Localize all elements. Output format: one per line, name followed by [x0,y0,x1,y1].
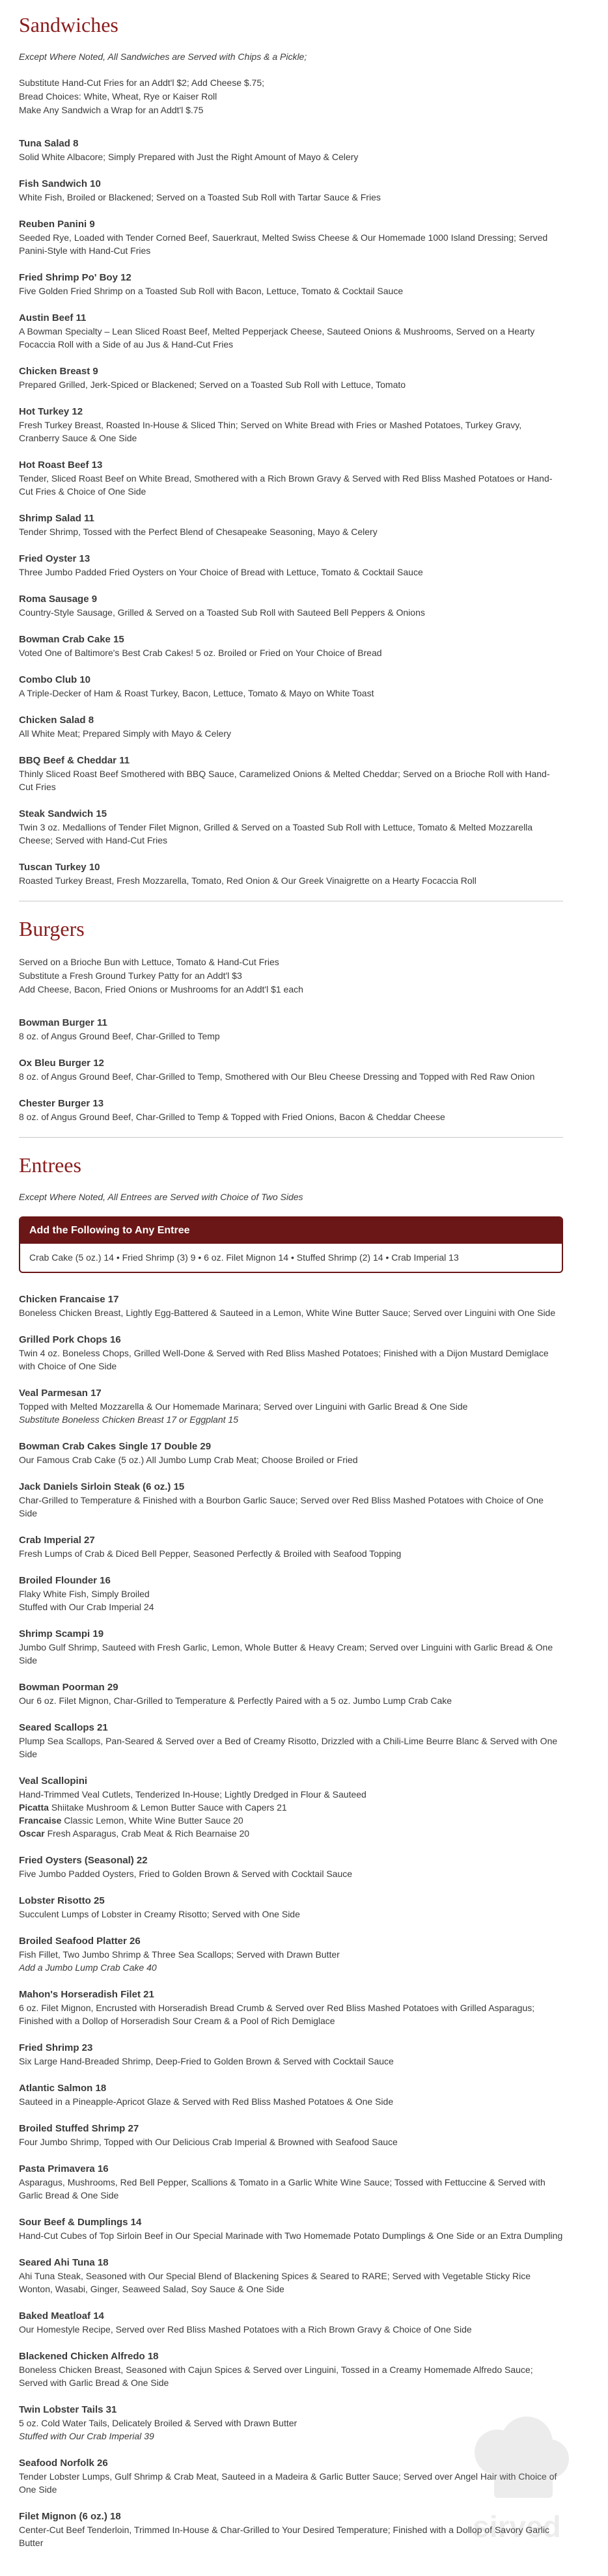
item-name: Austin Beef 11 [19,312,87,323]
menu-item [19,137,563,163]
item-description: Roasted Turkey Breast, Fresh Mozzarella, Tomato, Red Onion & Our Greek Vinaigrette on a Hearty Focaccia Roll [19,875,477,886]
intro-line: Served on a Brioche Bun with Lettuce, Tomato & Hand-Cut Fries [19,957,279,967]
item-description: Our Famous Crab Cake (5 oz.) All Jumbo Lump Crab Meat; Choose Broiled or Fried [19,1455,358,1465]
item-description: Boneless Chicken Breast, Seasoned with Cajun Spices & Served over Linguini, Tossed in a Creamy Homemade Alfredo Sauce; Served with Garlic Bread & One Side [19,2364,533,2388]
item-description: Plump Sea Scallops, Pan-Seared & Served over a Bed of Creamy Risotto, Drizzled with a Chili-Lime Beurre Blanc & Served with One Side [19,1736,558,1759]
item-name: Reuben Panini 9 [19,219,95,230]
item-description: 6 oz. Filet Mignon, Encrusted with Horseradish Bread Crumb & Served over Red Bliss Mashed Potatoes with Grilled Asparagus; Finished with a Dollop of Horseradish Sour Cream & a Pool of Rich Demiglace [19,2003,535,2026]
item-description: Our 6 oz. Filet Mignon, Char-Grilled to Temperature & Perfectly Paired with a 5 oz. Jumbo Lump Crab Cake [19,1695,452,1706]
menu-item [19,2081,563,2108]
item-description: Twin 3 oz. Medallions of Tender Filet Mignon, Grilled & Served on a Toasted Sub Roll with Lettuce, Tomato & Melted Mozzarella Cheese; Served with Hand-Cut Fries [19,822,533,845]
item-extra: Add a Jumbo Lump Crab Cake 40 [19,1962,157,1973]
variant-label: Picatta [19,1802,49,1813]
item-name: Combo Club 10 [19,674,91,685]
item-description: Flaky White Fish, Simply Broiled [19,1589,150,1599]
item-description: Jumbo Gulf Shrimp, Sauteed with Fresh Garlic, Lemon, Whole Butter & Heavy Cream; Served over Linguini with Garlic Bread & One Side [19,1642,553,1665]
item-description: Five Jumbo Padded Oysters, Fried to Golden Brown & Served with Cocktail Sauce [19,1869,353,1879]
menu-item [19,2309,563,2336]
menu-item [19,1386,563,1426]
item-variant [19,1801,563,1814]
menu-item [19,2350,563,2389]
item-description: Our Homestyle Recipe, Served over Red Bliss Mashed Potatoes with a Rich Brown Gravy & Choice of One Side [19,2324,472,2335]
burgers-intro [19,955,563,996]
menu-item [19,405,563,445]
item-name: Lobster Risotto 25 [19,1895,105,1906]
menu-item [19,2162,563,2202]
item-name: Chicken Breast 9 [19,366,98,377]
menu-item [19,2215,563,2242]
item-name: Roma Sausage 9 [19,594,98,605]
item-description: A Bowman Specialty – Lean Sliced Roast Beef, Melted Pepperjack Cheese, Sauteed Onions & Mushrooms, Served on a Hearty Focaccia Roll with a Side of au Jus & Hand-Cut Fries [19,326,535,349]
item-description: 5 oz. Cold Water Tails, Delicately Broiled & Served with Drawn Butter [19,2418,297,2428]
item-name: Fish Sandwich 10 [19,178,101,189]
item-name: Seared Ahi Tuna 18 [19,2257,109,2268]
item-name: BBQ Beef & Cheddar 11 [19,755,130,766]
menu-item [19,1016,563,1043]
item-description: All White Meat; Prepared Simply with Mayo & Celery [19,728,231,739]
item-name: Seared Scallops 21 [19,1722,108,1733]
item-name: Bowman Crab Cake 15 [19,634,124,645]
item-name: Hot Turkey 12 [19,406,83,417]
menu-item [19,2256,563,2295]
entrees-note: Except Where Noted, All Entrees are Served with Choice of Two Sides [19,1192,303,1202]
item-description: White Fish, Broiled or Blackened; Served on a Toasted Sub Roll with Tartar Sauce & Fries [19,192,381,202]
item-name: Fried Oyster 13 [19,553,90,564]
item-description: Tender Shrimp, Tossed with the Perfect Blend of Chesapeake Seasoning, Mayo & Celery [19,527,378,537]
item-name: Baked Meatloaf 14 [19,2310,104,2322]
item-name: Shrimp Scampi 19 [19,1628,104,1639]
sandwiches-note: Except Where Noted, All Sandwiches are Served with Chips & a Pickle; [19,51,307,62]
sandwiches-section [19,13,563,887]
item-name: Pasta Primavera 16 [19,2163,109,2174]
item-name: Mahon's Horseradish Filet 21 [19,1989,154,2000]
menu-item [19,311,563,351]
entrees-section [19,1153,563,2549]
item-name: Chicken Francaise 17 [19,1294,119,1305]
item-name: Tuscan Turkey 10 [19,862,100,873]
menu-item [19,1440,563,1466]
menu-item [19,512,563,538]
menu-item [19,1097,563,1123]
item-description: Sauteed in a Pineapple-Apricot Glaze & Served with Red Bliss Mashed Potatoes & One Side [19,2096,394,2107]
item-description: 8 oz. of Angus Ground Beef, Char-Grilled to Temp & Topped with Fried Onions, Bacon & Cheddar Cheese [19,1112,445,1122]
menu-item [19,1774,563,1840]
item-description: Boneless Chicken Breast, Lightly Egg-Battered & Sauteed in a Lemon, White Wine Butter Sauce; Served over Linguini with One Side [19,1308,556,1318]
menu-item [19,364,563,391]
intro-line: Substitute Hand-Cut Fries for an Addt'l $2; Add Cheese $.75; [19,77,265,88]
menu-item [19,458,563,498]
item-name: Twin Lobster Tails 31 [19,2404,117,2415]
item-description: Country-Style Sausage, Grilled & Served on a Toasted Sub Roll with Sauteed Bell Peppers & Onions [19,607,425,618]
section-divider [19,1137,563,1138]
item-description: Five Golden Fried Shrimp on a Toasted Sub Roll with Bacon, Lettuce, Tomato & Cocktail Sauce [19,286,404,296]
menu-item [19,633,563,659]
item-name: Jack Daniels Sirloin Steak (6 oz.) 15 [19,1481,185,1492]
burgers-section [19,917,563,1123]
intro-line: Add Cheese, Bacon, Fried Onions or Mushrooms for an Addt'l $1 each [19,984,303,994]
addon-heading: Add the Following to Any Entree [20,1218,562,1244]
item-description: Fresh Turkey Breast, Roasted In-House & Sliced Thin; Served on White Bread with Fries or Mashed Potatoes, Turkey Gravy, Cranberry Sauce & One Side [19,420,522,443]
menu-item [19,1854,563,1880]
menu-item [19,1627,563,1667]
item-description: Topped with Melted Mozzarella & Our Homemade Marinara; Served over Linguini with Garlic Bread & One Side [19,1401,468,1412]
menu-item [19,1894,563,1921]
menu-item [19,1721,563,1761]
menu-item [19,673,563,700]
menu-item [19,807,563,847]
item-name: Fried Shrimp Po' Boy 12 [19,272,131,283]
item-description: Hand-Cut Cubes of Top Sirloin Beef in Our Special Marinade with Two Homemade Potato Dumplings & One Side or an Extra Dumpling [19,2230,563,2241]
menu-item [19,1680,563,1707]
menu-item [19,1293,563,1319]
item-name: Tuna Salad 8 [19,138,79,149]
item-description: Four Jumbo Shrimp, Topped with Our Delicious Crab Imperial & Browned with Seafood Sauce [19,2137,398,2147]
item-name: Filet Mignon (6 oz.) 18 [19,2511,121,2522]
item-name: Crab Imperial 27 [19,1535,95,1546]
menu-item [19,1056,563,1083]
item-name: Steak Sandwich 15 [19,808,107,819]
item-description: 8 oz. of Angus Ground Beef, Char-Grilled to Temp [19,1031,220,1041]
menu-item [19,1333,563,1373]
item-description: Succulent Lumps of Lobster in Creamy Risotto; Served with One Side [19,1909,300,1919]
variant-label: Francaise [19,1815,62,1826]
item-extra: Substitute Boneless Chicken Breast 17 or Eggplant 15 [19,1414,238,1425]
menu-item [19,713,563,740]
addon-box [19,1216,563,1273]
menu-item [19,2122,563,2148]
intro-line: Make Any Sandwich a Wrap for an Addt'l $.75 [19,105,204,115]
watermark-text: sirved [473,2510,561,2543]
item-name: Grilled Pork Chops 16 [19,1334,121,1345]
item-description: Asparagus, Mushrooms, Red Bell Pepper, Scallions & Tomato in a Garlic White Wine Sauce; Tossed with Fettuccine & Served with Garlic Bread & One Side [19,2177,546,2200]
item-name: Bowman Poorman 29 [19,1682,118,1693]
item-description: Seeded Rye, Loaded with Tender Corned Beef, Sauerkraut, Melted Swiss Cheese & Our Homemade 1000 Island Dressing; Served Panini-Style with Hand-Cut Fries [19,232,548,256]
item-name: Sour Beef & Dumplings 14 [19,2217,142,2228]
item-name: Chicken Salad 8 [19,715,94,726]
item-variant [19,1827,563,1840]
item-description: Three Jumbo Padded Fried Oysters on Your Choice of Bread with Lettuce, Tomato & Cocktail Sauce [19,567,423,577]
burgers-title: Burgers [19,917,85,940]
item-description: Prepared Grilled, Jerk-Spiced or Blackened; Served on a Toasted Sub Roll with Lettuce, Tomato [19,379,406,390]
item-name: Veal Scallopini [19,1775,88,1787]
menu-item [19,1533,563,1560]
menu-item [19,217,563,257]
item-name: Broiled Stuffed Shrimp 27 [19,2123,139,2134]
item-name: Broiled Flounder 16 [19,1575,111,1586]
item-name: Shrimp Salad 11 [19,513,94,524]
menu-item [19,1480,563,1520]
item-description: Stuffed with Our Crab Imperial 24 [19,1602,154,1612]
item-name: Fried Oysters (Seasonal) 22 [19,1855,148,1866]
item-name: Hot Roast Beef 13 [19,459,103,471]
menu-item [19,754,563,793]
item-description: Hand-Trimmed Veal Cutlets, Tenderized In-House; Lightly Dredged in Flour & Sauteed [19,1789,366,1800]
item-name: Broiled Seafood Platter 26 [19,1936,141,1947]
addon-text: Crab Cake (5 oz.) 14 • Fried Shrimp (3) 9 • 6 oz. Filet Mignon 14 • Stuffed Shrimp (2) 14 • Crab Imperial 13 [29,1252,459,1263]
sandwiches-intro [19,76,563,117]
item-name: Bowman Crab Cakes Single 17 Double 29 [19,1441,212,1452]
menu-item [19,2041,563,2068]
item-name: Chester Burger 13 [19,1098,104,1109]
item-name: Ox Bleu Burger 12 [19,1058,104,1069]
item-name: Atlantic Salmon 18 [19,2083,107,2094]
chef-hat-icon [452,2413,582,2550]
entrees-title: Entrees [19,1153,81,1177]
variant-text: Classic Lemon, White Wine Butter Sauce 20 [64,1815,243,1826]
item-description: Char-Grilled to Temperature & Finished with a Bourbon Garlic Sauce; Served over Red Bliss Mashed Potatoes with Choice of One Side [19,1495,544,1518]
menu-item [19,1934,563,1974]
intro-line: Bread Choices: White, Wheat, Rye or Kaiser Roll [19,91,217,102]
intro-line: Substitute a Fresh Ground Turkey Patty for an Addt'l $3 [19,970,242,981]
sandwich-list [19,137,563,887]
entree-list [19,1293,563,2549]
menu-item [19,592,563,619]
item-description: Tender, Sliced Roast Beef on White Bread, Smothered with a Rich Brown Gravy & Served with Red Bliss Mashed Potatoes or Hand-Cut Fries & Choice of One Side [19,473,553,497]
item-name: Seafood Norfolk 26 [19,2458,108,2469]
menu-item [19,1574,563,1613]
item-name: Veal Parmesan 17 [19,1388,102,1399]
sandwiches-title: Sandwiches [19,13,118,36]
item-description: Center-Cut Beef Tenderloin, Trimmed In-House & Char-Grilled to Your Desired Temperature; Finished with a Dollop of Savory Garlic Butter [19,2525,549,2548]
item-description: Six Large Hand-Breaded Shrimp, Deep-Fried to Golden Brown & Served with Cocktail Sauce [19,2056,394,2066]
variant-text: Fresh Asparagus, Crab Meat & Rich Bearnaise 20 [47,1828,250,1839]
item-description: 8 oz. of Angus Ground Beef, Char-Grilled to Temp, Smothered with Our Bleu Cheese Dressing and Topped with Red Raw Onion [19,1071,535,1082]
item-name: Blackened Chicken Alfredo 18 [19,2351,159,2362]
item-name: Fried Shrimp 23 [19,2042,93,2053]
item-description: Fresh Lumps of Crab & Diced Bell Pepper, Seasoned Perfectly & Broiled with Seafood Topping [19,1548,402,1559]
item-extra: Stuffed with Our Crab Imperial 39 [19,2431,154,2441]
variant-text: Shiitake Mushroom & Lemon Butter Sauce with Capers 21 [51,1802,287,1813]
item-description: Fish Fillet, Two Jumbo Shrimp & Three Sea Scallops; Served with Drawn Butter [19,1949,340,1960]
item-variant [19,1814,563,1827]
burger-list [19,1016,563,1123]
variant-label: Oscar [19,1828,45,1839]
menu-item [19,860,563,887]
menu-item [19,1988,563,2027]
item-description: Thinly Sliced Roast Beef Smothered with BBQ Sauce, Caramelized Onions & Melted Cheddar; Served on a Brioche Roll with Hand-Cut Fries [19,769,550,792]
menu-item [19,271,563,297]
menu-item [19,552,563,579]
item-description: Ahi Tuna Steak, Seasoned with Our Special Blend of Blackening Spices & Seared to RARE; Served with Vegetable Sticky Rice Wonton, Wasabi, Ginger, Seaweed Salad, Soy Sauce & One Side [19,2271,531,2294]
item-description: A Triple-Decker of Ham & Roast Turkey, Bacon, Lettuce, Tomato & Mayo on White Toast [19,688,374,698]
menu-item [19,177,563,204]
item-description: Twin 4 oz. Boneless Chops, Grilled Well-Done & Served with Red Bliss Mashed Potatoes; Finished with a Dijon Mustard Demiglace with Choice of One Side [19,1348,549,1371]
item-description: Voted One of Baltimore's Best Crab Cakes! 5 oz. Broiled or Fried on Your Choice of Bread [19,648,382,658]
item-name: Bowman Burger 11 [19,1017,107,1028]
item-description: Tender Lobster Lumps, Gulf Shrimp & Crab Meat, Sauteed in a Madeira & Garlic Butter Sauce; Served over Angel Hair with Choice of One Side [19,2471,557,2495]
item-description: Solid White Albacore; Simply Prepared with Just the Right Amount of Mayo & Celery [19,152,359,162]
